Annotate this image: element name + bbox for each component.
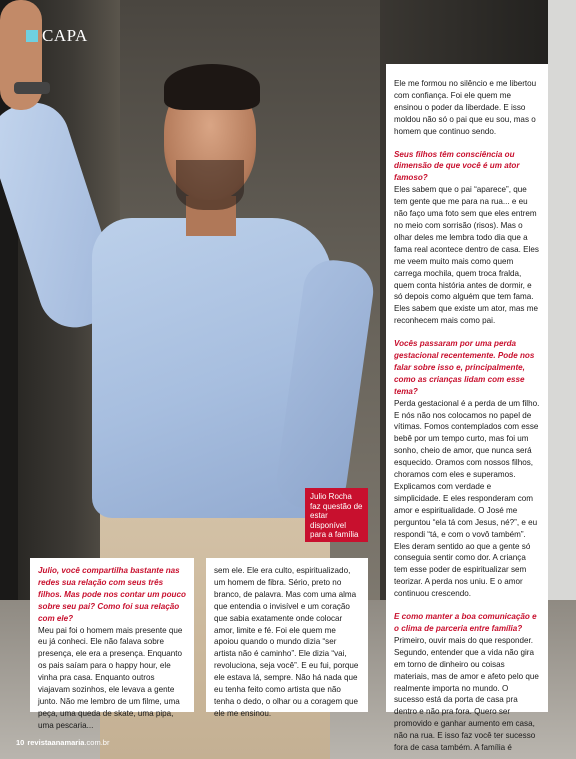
answer: sem ele. Ele era culto, espiritualizado, um homem de fibra. Sério, preto no branco, de palavra. Mas com uma alma que entendia o invisível e um coração que sabia exatamente onde colocar amor, limite e fé. Foi ele quem me apoiou quando o mundo dizia “ser artista não é caminho”. Ele dizia “vai, revoluciona, seja você”. E eu fui, porque ele estava lá, sempre. Não há nada que eu tenha feito como artista que não tenha o dedo, o olhar ou a coragem que ele me ensinou.	[214, 566, 359, 718]
section-marker	[26, 30, 38, 42]
page-number: 10	[16, 738, 25, 747]
site-tld: .com.br	[84, 738, 110, 747]
paragraph: Ele me formou no silêncio e me libertou com confiança. Foi ele quem me ensinou o poder da liberdade. E isso moldou não só o pai que eu sou, mas o homem que continuo sendo.	[394, 79, 537, 136]
answer: Eles sabem que o pai “aparece”, que tem gente que me para na rua... e eu não faço uma foto sem que eles entrem no meio com sorrisão (risos). Mas o olhar deles me lembra todo dia que a fama real acontece dentro de casa. Eles me veem muito mais como quem carrega mochila, quem troca fralda, quem conta história antes de dormir, e só depois como alguém que tem fama. Eles sabem que existe um ator, mas me reconhecem mais como pai.	[394, 185, 539, 326]
site-name: revistaanamaria	[27, 738, 85, 747]
article-column-right	[386, 64, 548, 753]
photo-caption: Julio Rocha faz questão de estar disponível para a família	[305, 488, 368, 542]
question: Julio, você compartilha bastante nas redes sua relação com seus três filhos. Mas pode nos contar um pouco sobre seu pai? Como foi sua relação com ele?	[38, 566, 186, 623]
section-label: CAPA	[42, 26, 88, 45]
answer: Primeiro, ouvir mais do que responder. Segundo, entender que a vida não gira em torno de dinheiro ou coisas materiais, mas de amor e afeto pelo que realmente importa no mundo. O sucesso está da porta de casa pra dentro e não pra fora. Quero ser promovido e ganhar aumento em casa, não na rua. E isso faz você ter sucesso fora de casa também. A família é	[394, 635, 539, 753]
article-column-left	[30, 558, 194, 730]
page-footer	[16, 738, 109, 747]
question: Seus filhos têm consciência ou dimensão de que você é um ator famoso?	[394, 149, 520, 183]
section-header	[26, 26, 88, 46]
question: E como manter a boa comunicação e o clima de parceria entre família?	[394, 612, 537, 633]
question: Vocês passaram por uma perda gestacional recentemente. Pode nos falar sobre isso e, principalmente, como as crianças lidam com esse tema?	[394, 339, 535, 396]
answer: Perda gestacional é a perda de um filho. E nós não nos colocamos no papel de vítimas. Fomos contemplados com esse bebê por um tempo curto, mas foi um sonho, cheio de amor, que nunca será esquecido. Oramos com nossos filhos, choramos com eles e superamos. Explicamos com verdade e simplicidade. E eles responderam com amor e espiritualidade. O José me perguntou “ela tá com Jesus, né?”, e eu respondi “tá, e com o vovô também”. Eles deram sentido ao que a gente só conseguia sentir como dor. A criança tem esse poder de espiritualizar sem teorizar. A perda nos uniu. E o amor continuou crescendo.	[394, 398, 540, 599]
answer: Meu pai foi o homem mais presente que eu já conheci. Ele não falava sobre presença, ele era a presença. Enquanto os pais saíam para o happy hour, ele vinha pra casa. Enquanto outros viajavam sozinhos, ele levava a gente junto. Não me lembro de um filme, uma peça, uma queda de skate, uma pipa, uma pescaria...	[38, 625, 183, 730]
article-column-middle	[206, 558, 368, 718]
